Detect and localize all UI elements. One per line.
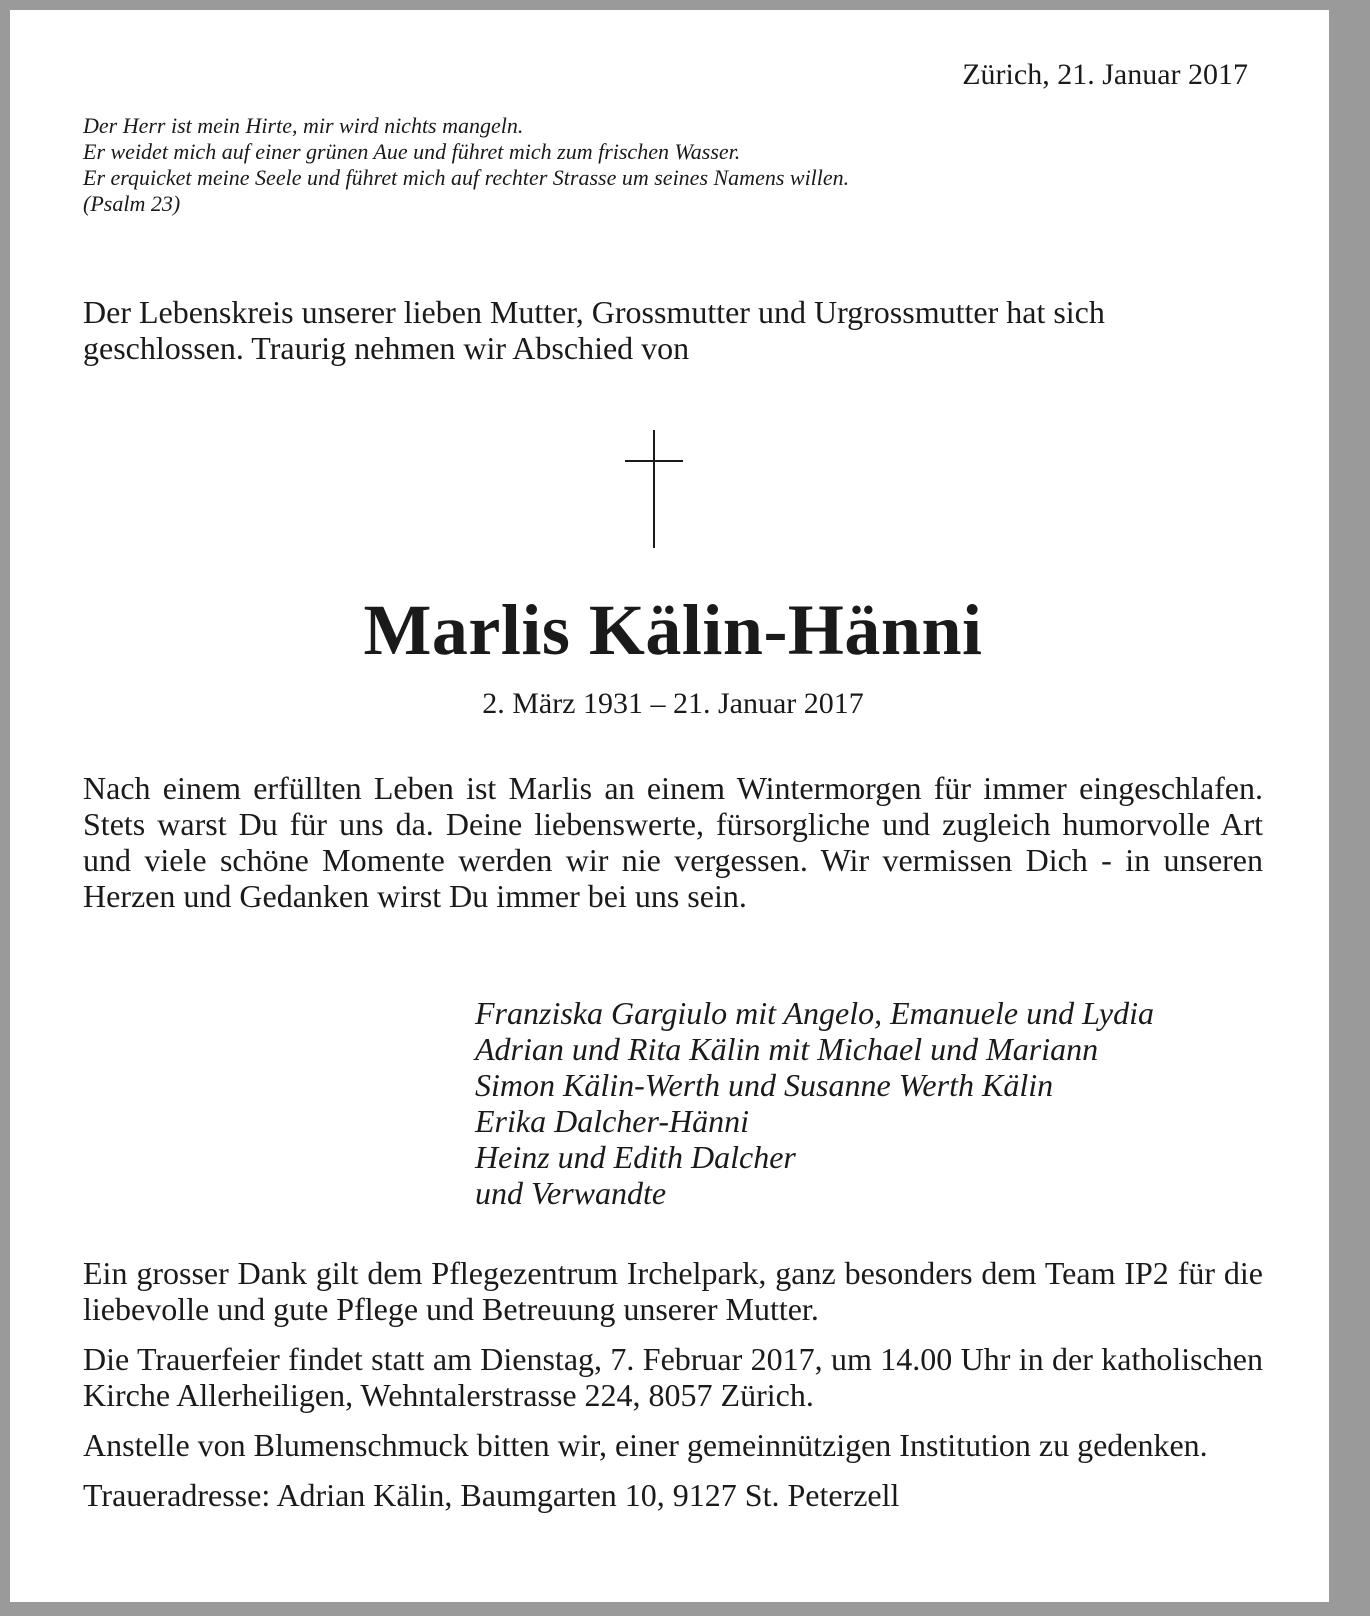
- ceremony-text: Die Trauerfeier findet statt am Dienstag, 7. Februar 2017, um 14.00 Uhr in der katholischen Kirche Allerheiligen, Wehntalerstrasse 224, 8057 Zürich.: [83, 1341, 1263, 1413]
- tribute-text: Nach einem erfüllten Leben ist Marlis an einem Wintermorgen für immer eingeschlafen. Stets warst Du für uns da. Deine liebenswerte, fürsorgliche und zugleich humorvolle Art und viele schöne Momente werden wir nie vergessen. Wir vermissen Dich - in unseren Herzen und Gedanken wirst Du immer bei uns sein.: [83, 770, 1263, 914]
- intro-text: Der Lebenskreis unserer lieben Mutter, Grossmutter und Urgrossmutter hat sich geschlossen. Traurig nehmen wir Abschied von: [83, 294, 1105, 366]
- mourner-line: Simon Kälin-Werth und Susanne Werth Kälin: [475, 1067, 1054, 1103]
- psalm-line: Er erquicket meine Seele und führet mich auf rechter Strasse um seines Namens willen.: [83, 165, 850, 190]
- mourner-line: Erika Dalcher-Hänni: [475, 1103, 749, 1139]
- mourners-list: [475, 995, 1265, 1211]
- mourner-line: Adrian und Rita Kälin mit Michael und Mariann: [475, 1031, 1099, 1067]
- deceased-name: Marlis Kälin-Hänni: [363, 590, 983, 670]
- donations-text: Anstelle von Blumenschmuck bitten wir, einer gemeinnützigen Institution zu gedenken.: [83, 1427, 1208, 1463]
- mourner-line: Heinz und Edith Dalcher: [475, 1139, 796, 1175]
- mourning-address: Traueradresse: Adrian Kälin, Baumgarten 10, 9127 St. Peterzell: [83, 1477, 900, 1513]
- date-line: Zürich, 21. Januar 2017: [962, 58, 1248, 91]
- thanks-text: Ein grosser Dank gilt dem Pflegezentrum Irchelpark, ganz besonders dem Team IP2 für die liebevolle und gute Pflege und Betreuung unserer Mutter.: [83, 1255, 1263, 1327]
- closing-section: [83, 1255, 1263, 1527]
- lifespan-dates: 2. März 1931 – 21. Januar 2017: [482, 687, 864, 720]
- psalm-line: Der Herr ist mein Hirte, mir wird nichts mangeln.: [83, 113, 524, 138]
- mourner-line: und Verwandte: [475, 1175, 667, 1211]
- cross-icon: [625, 430, 683, 548]
- psalm-line: Er weidet mich auf einer grünen Aue und führet mich zum frischen Wasser.: [83, 139, 741, 164]
- mourner-line: Franziska Gargiulo mit Angelo, Emanuele und Lydia: [475, 995, 1154, 1031]
- psalm-reference: (Psalm 23): [83, 191, 181, 216]
- psalm-quote: [83, 113, 1263, 217]
